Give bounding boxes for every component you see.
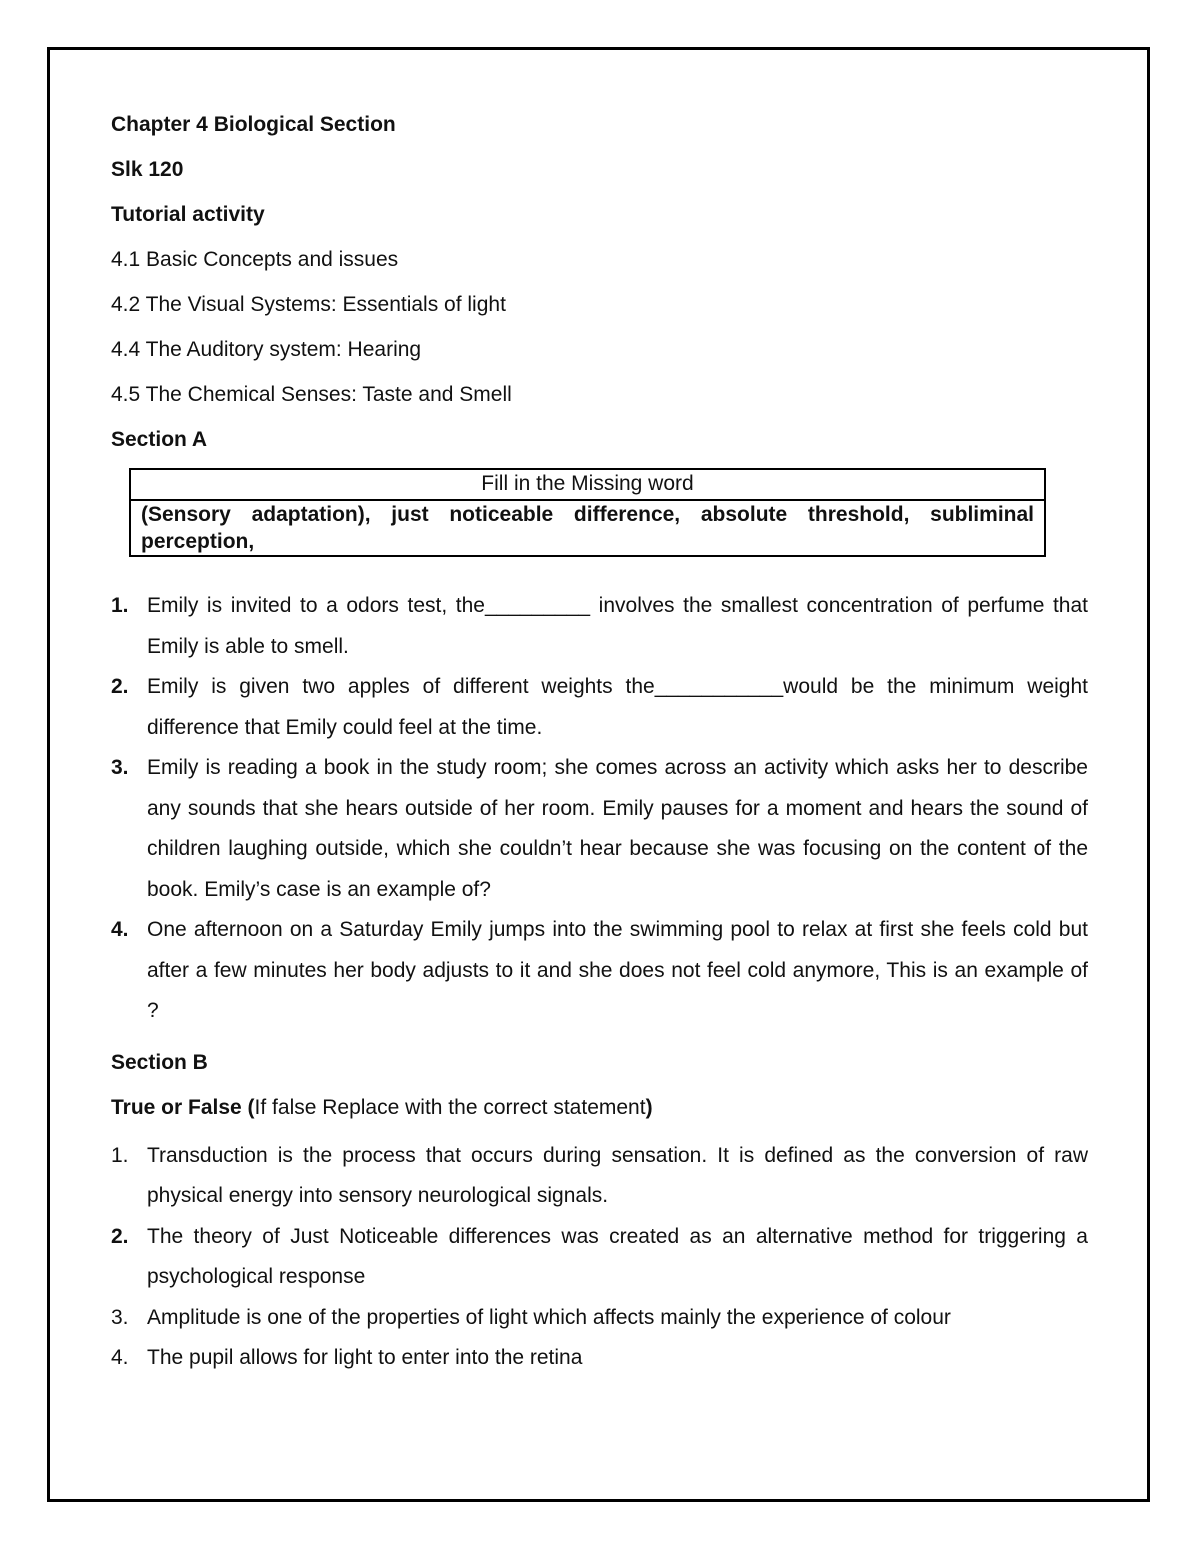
- document-body: [111, 108, 1088, 1379]
- statement-text: The pupil allows for light to enter into the retina: [147, 1346, 583, 1369]
- section-b-statements: [111, 1136, 1088, 1379]
- statement-item: [111, 1298, 1088, 1339]
- statement-number: 4.: [111, 1346, 129, 1369]
- section-a-heading: Section A: [111, 428, 208, 451]
- document-title: Chapter 4 Biological Section: [111, 113, 396, 136]
- question-item: [111, 748, 1088, 910]
- question-item: [111, 586, 1088, 667]
- question-number: 2.: [111, 675, 129, 698]
- question-text: One afternoon on a Saturday Emily jumps into the swimming pool to relax at first she feels cold but after a few minutes her body adjusts to it and she does not feel cold anymore, This is an example of ?: [147, 918, 1088, 1022]
- question-text: Emily is reading a book in the study room; she comes across an activity which asks her to describe any sounds that she hears outside of her room. Emily pauses for a moment and hears the sound of children laughing outside, which she couldn’t hear because she was focusing on the content of the book. Emily’s case is an example of?: [147, 756, 1088, 901]
- word-bank-words: (Sensory adaptation), just noticeable difference, absolute threshold, subliminal perception,: [141, 503, 1034, 553]
- statement-number: 2.: [111, 1224, 129, 1248]
- topic-item: 4.2 The Visual Systems: Essentials of light: [111, 293, 506, 316]
- statement-item: [111, 1136, 1088, 1217]
- word-bank-heading: Fill in the Missing word: [131, 470, 1044, 501]
- section-b-heading: Section B: [111, 1050, 208, 1074]
- statement-item: [111, 1338, 1088, 1379]
- topic-item: 4.1 Basic Concepts and issues: [111, 248, 399, 271]
- question-text: Emily is invited to a odors test, the_________ involves the smallest concentration of perfume that Emily is able to smell.: [147, 594, 1088, 658]
- instruction-text: If false Replace with the correct statement: [254, 1095, 646, 1119]
- course-code: Slk 120: [111, 158, 184, 181]
- word-bank-box: [129, 468, 1046, 557]
- instruction-bold: True or False (: [111, 1095, 255, 1119]
- section-a-questions: [111, 586, 1088, 1032]
- statement-text: Transduction is the process that occurs during sensation. It is defined as the conversion of raw physical energy into sensory neurological signals.: [147, 1143, 1088, 1207]
- statement-item: [111, 1217, 1088, 1298]
- statement-text: The theory of Just Noticeable differences was created as an alternative method for triggering a psychological response: [147, 1224, 1088, 1288]
- question-text: Emily is given two apples of different weights the___________would be the minimum weight difference that Emily could feel at the time.: [147, 675, 1088, 739]
- statement-text: Amplitude is one of the properties of light which affects mainly the experience of colour: [147, 1305, 951, 1329]
- topic-item: 4.4 The Auditory system: Hearing: [111, 338, 422, 361]
- question-number: 1.: [111, 594, 129, 617]
- statement-number: 1.: [111, 1143, 129, 1167]
- statement-number: 3.: [111, 1305, 129, 1329]
- instruction-close: ): [645, 1095, 653, 1119]
- question-item: [111, 910, 1088, 1032]
- question-number: 3.: [111, 756, 129, 779]
- question-number: 4.: [111, 918, 129, 941]
- topic-item: 4.5 The Chemical Senses: Taste and Smell: [111, 383, 512, 406]
- question-item: [111, 667, 1088, 748]
- activity-label: Tutorial activity: [111, 203, 265, 226]
- section-b-instruction: [111, 1091, 1088, 1136]
